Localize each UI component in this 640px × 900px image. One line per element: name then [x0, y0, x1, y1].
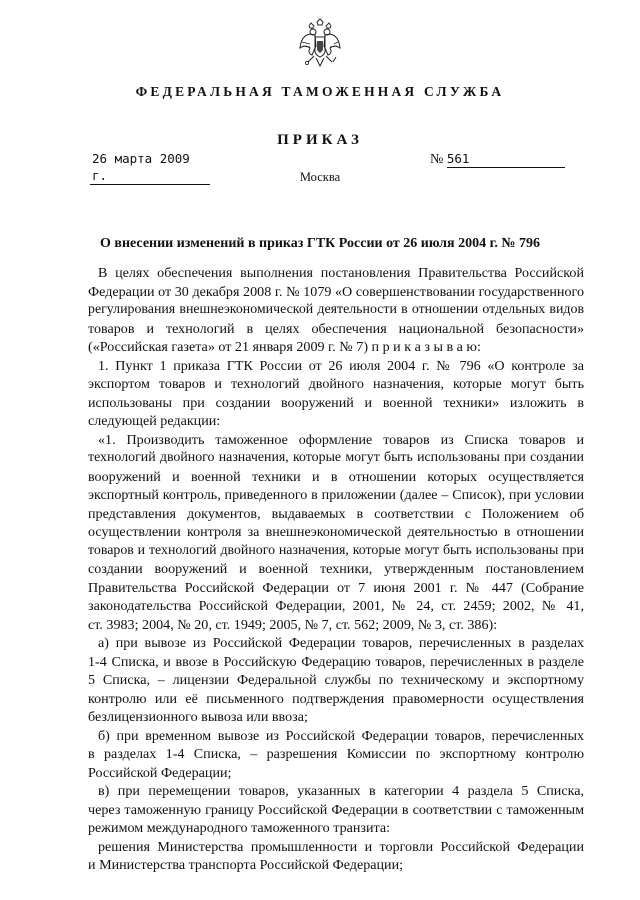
body-text-line: осуществлении контроля за внешнеэкономической деятельностью в отношении	[88, 524, 584, 540]
body-text-line: режимом международного таможенного транзита:	[88, 820, 391, 836]
body-text-line: 1-4 Списка, и ввозе в Российскую Федерацию товаров, перечисленных в разделе	[88, 653, 584, 670]
city-name: Москва	[299, 170, 341, 184]
body-text-line: представления документов, выдаваемых в соответствии с Положением об	[88, 505, 584, 522]
body-text-line: Правительства Российской Федерации от 7 июня 2001 г. № 447 (Собрание	[88, 579, 584, 596]
body-text-line: создании вооружений и военной техники, утвержденным постановлением	[88, 561, 584, 577]
body-text-line: а) при вывозе из Российской Федерации товаров, перечисленных в разделах	[98, 635, 584, 651]
coat-of-arms-emblem	[298, 18, 342, 70]
body-text-line: безлицензионного вывоза или ввоза;	[88, 709, 308, 725]
body-text-line: («Российская газета» от 21 января 2009 г. № 7) п р и к а з ы в а ю:	[88, 339, 481, 355]
body-text-line: законодательства Российской Федерации, 2001, № 24, ст. 2459; 2002, № 41,	[88, 598, 584, 614]
body-text-line: ст. 3983; 2004, № 20, ст. 1949; 2005, № 7, ст. 562; 2009, № 3, ст. 386):	[88, 616, 498, 633]
body-text-line: использованы при создании вооружений и военной техники» изложить в	[88, 394, 584, 411]
number-sign: №	[430, 152, 444, 167]
body-text-line: и Министерства транспорта Российской Федерации;	[88, 857, 404, 873]
document-type: ПРИКАЗ	[277, 132, 363, 148]
body-text-line: технологий двойного назначения, которые могут быть использованы при создании	[88, 450, 584, 465]
order-number: 561	[447, 150, 565, 168]
document-title: О внесении изменений в приказ ГТК России от 26 июля 2004 г. № 796	[100, 236, 540, 251]
body-text-line: экспортом товаров и технологий двойного назначения, которые могут быть	[88, 376, 584, 392]
body-text-line: в) при перемещении товаров, указанных в категории 4 раздела 5 Списка,	[98, 783, 584, 799]
agency-name: ФЕДЕРАЛЬНАЯ ТАМОЖЕННАЯ СЛУЖБА	[135, 84, 505, 99]
body-text-line: «1. Производить таможенное оформление товаров из Списка товаров и	[98, 431, 584, 448]
body-text-line: экспортный контроль, приведенного в приложении (далее – Список), при условии	[88, 487, 584, 503]
body-text-line: решения Министерства промышленности и торговли Российской Федерации	[98, 838, 584, 855]
body-text-line: через таможенную границу Российской Федерации в соответствии с таможенным	[88, 801, 584, 818]
body-text-line: б) при временном вывозе из Российской Федерации товаров, перечисленных	[98, 727, 584, 744]
document-body	[88, 264, 584, 875]
body-text-line: регулирования внешнеэкономической деятельности в отношении отдельных видов	[88, 302, 584, 317]
order-number-field	[430, 150, 580, 168]
body-text-line: В целях обеспечения выполнения постановления Правительства Российской	[98, 265, 584, 281]
body-text-line: контролю или её письменного подтверждения правомерности осуществления	[88, 690, 584, 707]
body-text-line: Федерации от 30 декабря 2008 г. № 1079 «О совершенствовании государственного	[88, 283, 584, 300]
body-text-line: вооружений и военной техники и в отношении которых осуществляется	[88, 468, 584, 485]
order-date: 26 марта 2009 г.	[90, 150, 210, 185]
body-text-line: товаров и технологий в целях обеспечения национальной безопасности»	[88, 320, 584, 337]
body-text-line: 5 Списка, – лицензии Федеральной службы по техническому и экспортному	[88, 672, 584, 688]
body-text-line: 1. Пункт 1 приказа ГТК России от 26 июля 2004 г. № 796 «О контроле за	[98, 357, 584, 374]
body-text-line: в разделах 1-4 Списка, – разрешения Комиссии по экспортному контролю	[88, 746, 584, 762]
body-text-line: товаров и технологий двойного назначения, которые могут быть использованы при	[88, 542, 584, 558]
body-text-line: Российской Федерации;	[88, 764, 232, 781]
body-text-line: следующей редакции:	[88, 413, 221, 429]
